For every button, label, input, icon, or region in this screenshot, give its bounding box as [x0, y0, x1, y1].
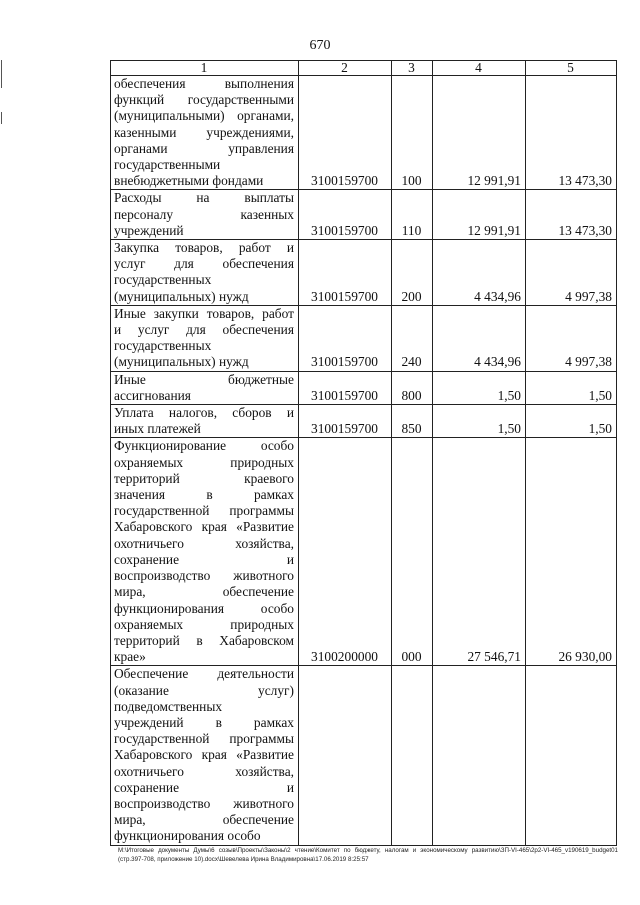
description-line: Расходы на выплаты [114, 190, 294, 206]
description-line: сохранение и [114, 779, 294, 795]
description-line: обеспечения выполнения [114, 76, 294, 91]
description-line: сохранение и [114, 551, 294, 567]
description-line: Хабаровского края «Развитие [114, 747, 294, 763]
amount-year-2: 26 930,00 [526, 438, 617, 666]
scan-edge-mark [1, 112, 2, 124]
description-line: охраняемых природных [114, 454, 294, 470]
description-line: охраняемых природных [114, 616, 294, 632]
amount-year-1: 1,50 [433, 371, 526, 404]
description-line: Функционирование особо [114, 438, 294, 454]
table-row [111, 371, 617, 404]
expense-type-code: 240 [392, 305, 433, 371]
expense-description [111, 240, 299, 306]
table-header-row [111, 61, 617, 76]
expense-description [111, 76, 299, 190]
description-line: (муниципальных) нужд [114, 354, 249, 370]
description-line: Уплата налогов, сборов и [114, 405, 294, 421]
description-line: подведомственных [114, 698, 223, 714]
target-article-code: 3100159700 [299, 305, 392, 371]
description-line: внебюджетными фондами [114, 173, 264, 189]
target-article-code: 3100159700 [299, 76, 392, 190]
column-header: 2 [299, 61, 392, 76]
target-article-code: 3100159700 [299, 240, 392, 306]
description-line: государственными [114, 157, 221, 173]
column-header: 1 [111, 61, 299, 76]
expense-type-code: 850 [392, 405, 433, 438]
description-line: функционирования особо [114, 828, 261, 844]
expense-description [111, 190, 299, 240]
target-article-code: 3100200000 [299, 438, 392, 666]
description-line: крае» [114, 649, 146, 665]
table-row [111, 305, 617, 371]
description-line: значения в рамках [114, 487, 294, 503]
table-row [111, 240, 617, 306]
description-line: охотничьего хозяйства, [114, 763, 294, 779]
description-line: государственной программы [114, 503, 294, 519]
expense-type-code [392, 666, 433, 845]
document-path-footer: M:\Итоговые документы Думы\6 созыв\Проекты\Законы\2 чтение\Комитет по бюджету, налогам и экономическому развитию\ЗП-VI-465\2р2-VI-465_v190619_budget01 (стр.397-708, приложение 10).docx\Шевелева Ирина Владимировна\17.06.2019 8:25:57 [118, 847, 618, 863]
expense-type-code: 200 [392, 240, 433, 306]
column-header: 4 [433, 61, 526, 76]
description-line: охотничьего хозяйства, [114, 535, 294, 551]
page-number: 670 [309, 38, 331, 53]
amount-year-1: 4 434,96 [433, 240, 526, 306]
expense-type-code: 000 [392, 438, 433, 666]
description-line: территорий краевого [114, 470, 294, 486]
target-article-code: 3100159700 [299, 371, 392, 404]
description-line: (муниципальными) органами, [114, 108, 294, 124]
amount-year-2: 1,50 [526, 371, 617, 404]
description-line: мира, обеспечение [114, 812, 294, 828]
amount-year-2 [526, 666, 617, 845]
description-line: Иные бюджетные [114, 371, 294, 387]
description-line: казенными учреждениями, [114, 124, 294, 140]
description-line: (оказание услуг) [114, 682, 294, 698]
description-line: функционирования особо [114, 600, 294, 616]
description-line: персоналу казенных [114, 206, 294, 222]
description-line: услуг для обеспечения [114, 256, 294, 272]
target-article-code: 3100159700 [299, 190, 392, 240]
amount-year-2: 1,50 [526, 405, 617, 438]
description-line: воспроизводство животного [114, 568, 294, 584]
table-row [111, 438, 617, 666]
table-row [111, 405, 617, 438]
scan-edge-mark [1, 60, 2, 88]
description-line: государственной программы [114, 731, 294, 747]
amount-year-1 [433, 666, 526, 845]
expense-description [111, 438, 299, 666]
amount-year-1: 12 991,91 [433, 190, 526, 240]
amount-year-2: 13 473,30 [526, 76, 617, 190]
expense-description [111, 305, 299, 371]
expense-type-code: 110 [392, 190, 433, 240]
expense-type-code: 100 [392, 76, 433, 190]
budget-table [110, 60, 617, 846]
expense-type-code: 800 [392, 371, 433, 404]
amount-year-1: 27 546,71 [433, 438, 526, 666]
description-line: и услуг для обеспечения [114, 322, 294, 338]
amount-year-2: 4 997,38 [526, 240, 617, 306]
description-line: учреждений в рамках [114, 714, 294, 730]
description-line: мира, обеспечение [114, 584, 294, 600]
column-header: 3 [392, 61, 433, 76]
target-article-code: 3100159700 [299, 405, 392, 438]
description-line: ассигнования [114, 387, 191, 403]
amount-year-2: 4 997,38 [526, 305, 617, 371]
table-row [111, 666, 617, 845]
amount-year-1: 4 434,96 [433, 305, 526, 371]
amount-year-1: 1,50 [433, 405, 526, 438]
description-line: иных платежей [114, 421, 201, 437]
description-line: органами управления [114, 140, 294, 156]
description-line: воспроизводство животного [114, 795, 294, 811]
expense-description [111, 405, 299, 438]
description-line: учреждений [114, 222, 184, 238]
column-header: 5 [526, 61, 617, 76]
description-line: функций государственными [114, 92, 294, 108]
table-row [111, 190, 617, 240]
table-row [111, 76, 617, 190]
description-line: государственных [114, 338, 212, 354]
description-line: Закупка товаров, работ и [114, 240, 294, 256]
amount-year-2: 13 473,30 [526, 190, 617, 240]
description-line: государственных [114, 272, 212, 288]
description-line: Иные закупки товаров, работ [114, 305, 294, 321]
description-line: (муниципальных) нужд [114, 288, 249, 304]
description-line: территорий в Хабаровском [114, 632, 294, 648]
expense-description [111, 666, 299, 845]
target-article-code [299, 666, 392, 845]
amount-year-1: 12 991,91 [433, 76, 526, 190]
description-line: Обеспечение деятельности [114, 666, 294, 682]
description-line: Хабаровского края «Развитие [114, 519, 294, 535]
expense-description [111, 371, 299, 404]
